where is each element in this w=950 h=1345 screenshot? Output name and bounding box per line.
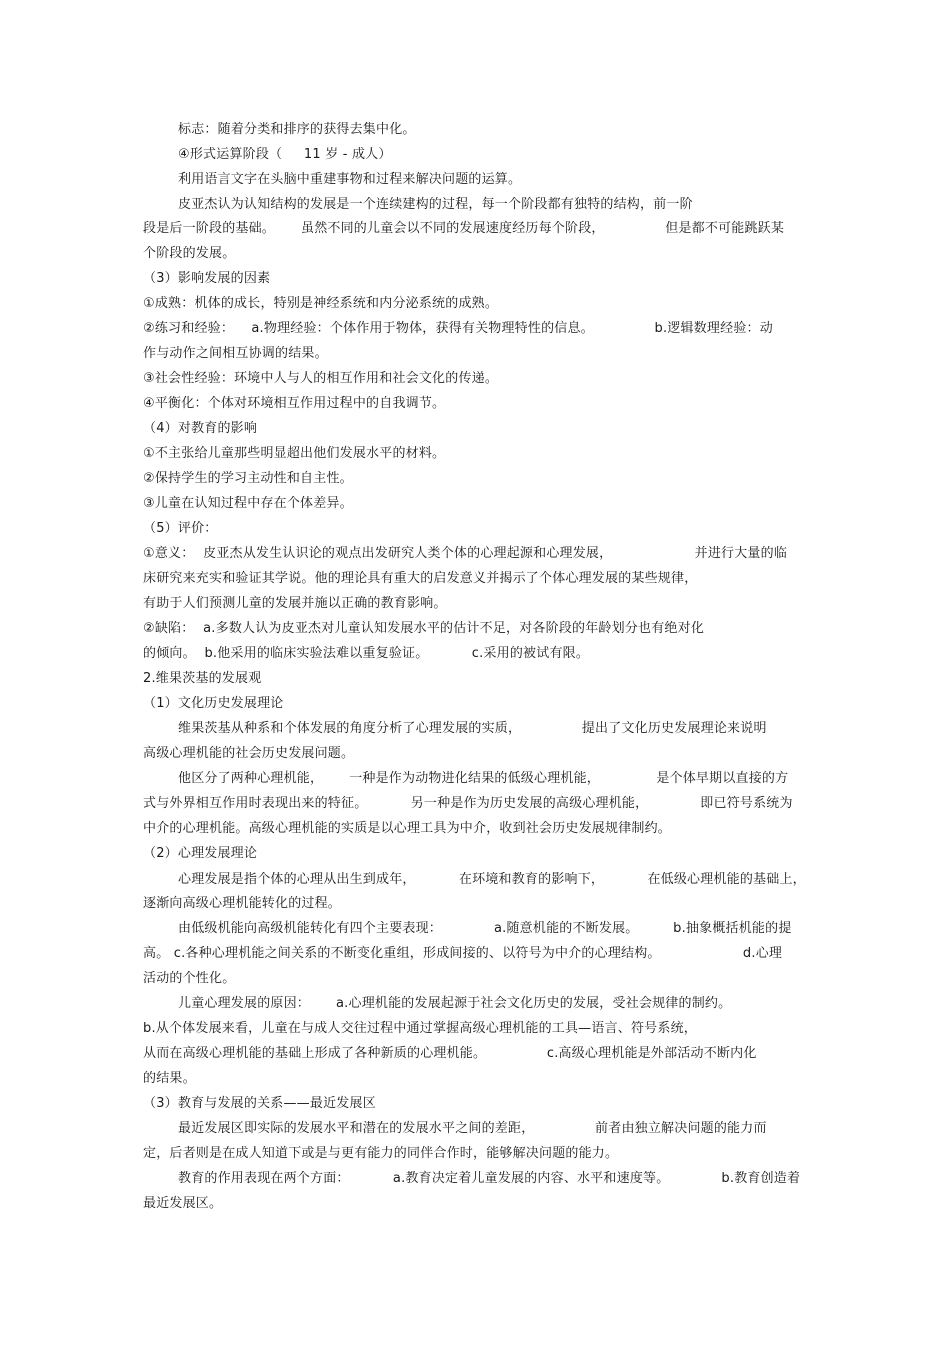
text-line: 维果茨基从种系和个体发展的角度分析了心理发展的实质， 提出了文化历史发展理论来说明 <box>178 721 767 736</box>
section-heading: （1）文化历史发展理论 <box>143 696 284 711</box>
text-line: 的结果。 <box>143 1071 196 1086</box>
text-line: 作与动作之间相互协调的结果。 <box>143 346 328 361</box>
text-line: 床研究来充实和验证其学说。他的理论具有重大的启发意义并揭示了个体心理发展的某些规律， <box>143 571 698 586</box>
section-heading: （4）对教育的影响 <box>143 421 258 436</box>
text-line: 他区分了两种心理机能， 一种是作为动物进化结果的低级心理机能， 是个体早期以直接的方 <box>178 771 789 786</box>
text-line: 心理发展是指个体的心理从出生到成年， 在环境和教育的影响下， 在低级心理机能的基础上， <box>178 872 806 887</box>
text-line: ①不主张给儿童那些明显超出他们发展水平的材料。 <box>143 446 446 461</box>
text-line: 从而在高级心理机能的基础上形成了各种新质的心理机能。 c.高级心理机能是外部活动不断内化 <box>143 1046 757 1061</box>
section-heading: （5）评价： <box>143 521 218 536</box>
section-heading: （3）教育与发展的关系——最近发展区 <box>143 1096 376 1111</box>
text-line: ①意义： 皮亚杰从发生认识论的观点出发研究人类个体的心理起源和心理发展， 并进行大量的临 <box>143 546 788 561</box>
text-line: 定，后者则是在成人知道下或是与更有能力的同伴合作时，能够解决问题的能力。 <box>143 1146 619 1161</box>
text-line: 由低级机能向高级机能转化有四个主要表现： a.随意机能的不断发展。 b.抽象概括机能的提 <box>178 921 792 936</box>
text-line: 中介的心理机能。高级心理机能的实质是以心理工具为中介，收到社会历史发展规律制约。 <box>143 821 672 836</box>
text-line: ③儿童在认知过程中存在个体差异。 <box>143 496 353 511</box>
text-line: 个阶段的发展。 <box>143 246 236 261</box>
text-line: ③社会性经验：环境中人与人的相互作用和社会文化的传递。 <box>143 371 499 386</box>
text-line: ②缺陷： a.多数人认为皮亚杰对儿童认知发展水平的估计不足，对各阶段的年龄划分也有绝对化 <box>143 621 705 636</box>
text-line: 式与外界相互作用时表现出来的特征。 另一种是作为历史发展的高级心理机能， 即已符号系统为 <box>143 796 793 811</box>
section-heading: 2.维果茨基的发展观 <box>143 671 262 686</box>
text-line: 标志：随着分类和排序的获得去集中化。 <box>178 122 416 137</box>
text-line: 最近发展区。 <box>143 1196 223 1211</box>
section-heading: （2）心理发展理论 <box>143 846 258 861</box>
text-line: ④形式运算阶段（ 11 岁 - 成人） <box>178 147 392 162</box>
section-heading: （3）影响发展的因素 <box>143 271 271 286</box>
text-line: 活动的个性化。 <box>143 971 236 986</box>
text-line: ②练习和经验： a.物理经验：个体作用于物体，获得有关物理特性的信息。 b.逻辑数理经验：动 <box>143 321 773 336</box>
text-line: ④平衡化：个体对环境相互作用过程中的自我调节。 <box>143 396 446 411</box>
text-line: ①成熟：机体的成长，特别是神经系统和内分泌系统的成熟。 <box>143 296 499 311</box>
text-line: 高。 c.各种心理机能之间关系的不断变化重组，形成间接的、以符号为中介的心理结构。 d.心理 <box>143 946 783 961</box>
text-line: 段是后一阶段的基础。 虽然不同的儿童会以不同的发展速度经历每个阶段， 但是都不可能跳跃某 <box>143 221 785 236</box>
text-line: ②保持学生的学习主动性和自主性。 <box>143 471 353 486</box>
text-line: 的倾向。 b.他采用的临床实验法难以重复验证。 c.采用的被试有限。 <box>143 646 590 661</box>
text-line: 利用语言文字在头脑中重建事物和过程来解决问题的运算。 <box>178 172 522 187</box>
text-line: 儿童心理发展的原因： a.心理机能的发展起源于社会文化历史的发展，受社会规律的制约。 <box>178 996 732 1011</box>
text-line: 教育的作用表现在两个方面： a.教育决定着儿童发展的内容、水平和速度等。 b.教育创造着 <box>178 1171 801 1186</box>
text-line: 逐渐向高级心理机能转化的过程。 <box>143 896 342 911</box>
text-line: b.从个体发展来看，儿童在与成人交往过程中通过掌握高级心理机能的工具—语言、符号系统， <box>143 1021 697 1036</box>
text-line: 高级心理机能的社会历史发展问题。 <box>143 746 355 761</box>
text-line: 最近发展区即实际的发展水平和潜在的发展水平之间的差距， 前者由独立解决问题的能力而 <box>178 1121 767 1136</box>
text-line: 皮亚杰认为认知结构的发展是一个连续建构的过程，每一个阶段都有独特的结构，前一阶 <box>178 197 693 212</box>
text-line: 有助于人们预测儿童的发展并施以正确的教育影响。 <box>143 596 447 611</box>
